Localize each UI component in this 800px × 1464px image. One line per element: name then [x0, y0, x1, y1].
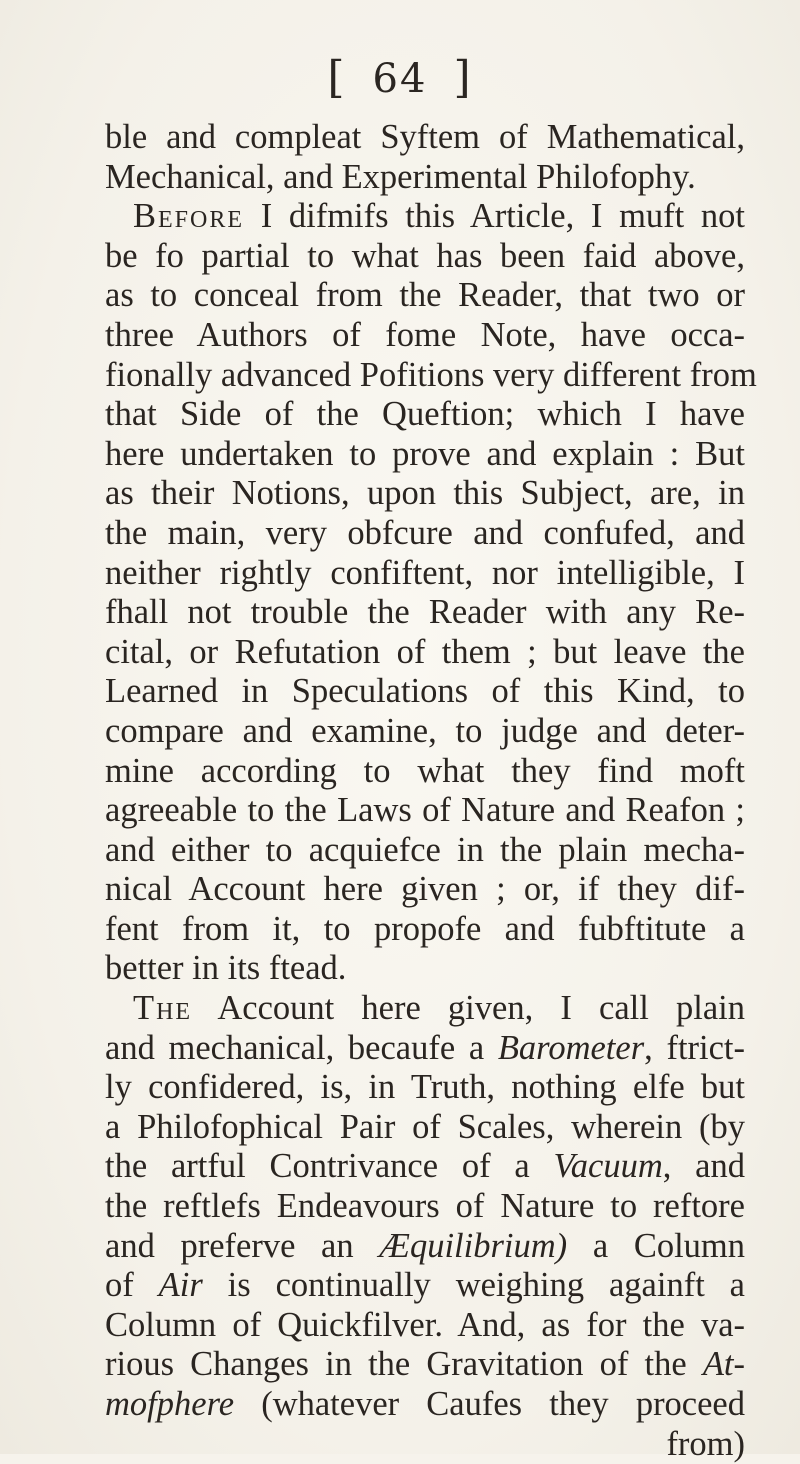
text-line	[105, 435, 745, 475]
text-line	[105, 752, 745, 792]
text-run: ble and compleat Syftem of Mathematical,	[105, 118, 745, 156]
text-run: a Column	[567, 1226, 745, 1265]
text-line	[105, 514, 745, 554]
paragraph-lead-word: Before	[133, 197, 245, 236]
text-line	[105, 1385, 745, 1425]
text-line	[105, 554, 745, 594]
text-line	[105, 276, 745, 316]
text-line	[105, 1029, 745, 1069]
bracket-open: [	[327, 52, 347, 103]
text-line	[105, 158, 745, 198]
text-line	[105, 474, 745, 514]
text-line	[105, 1108, 745, 1148]
text-run: and preferve an	[105, 1226, 380, 1265]
text-run: the main, very obfcure and confufed, and	[105, 513, 745, 552]
text-run: , ftrict-	[644, 1028, 745, 1067]
italic-term: Air	[158, 1266, 203, 1305]
text-line	[105, 1425, 745, 1464]
text-run: fionally advanced Pofitions very different from	[105, 355, 757, 394]
text-run: fent from it, to propofe and fubftitute a	[105, 909, 745, 948]
text-line	[105, 316, 745, 356]
text-line	[105, 791, 745, 831]
text-run: and either to acquiefce in the plain mecha-	[105, 830, 745, 869]
text-line	[105, 910, 745, 950]
text-line	[105, 593, 745, 633]
text-run: rious Changes in the Gravitation of the	[105, 1345, 703, 1384]
text-run: I difmifs this Article, I muft not	[244, 197, 745, 236]
text-line	[105, 1266, 745, 1306]
text-run: (whatever Caufes they proceed	[234, 1385, 745, 1423]
text-line	[105, 870, 745, 910]
text-run: neither rightly confiftent, nor intelligible, I	[105, 553, 745, 592]
page-header	[0, 52, 800, 103]
text-run: Column of Quickfilver. And, as for the va-	[105, 1305, 745, 1344]
italic-term: At-	[702, 1345, 745, 1384]
text-run: fhall not trouble the Reader with any Re-	[105, 593, 745, 632]
text-line	[105, 395, 745, 435]
text-line	[105, 949, 745, 989]
text-line	[105, 197, 745, 237]
page-number: 64	[372, 56, 428, 102]
paragraph-lead-word: The	[133, 989, 193, 1028]
text-run: as their Notions, upon this Subject, are, in	[105, 474, 745, 513]
italic-term: Barometer	[497, 1028, 645, 1067]
text-line	[105, 712, 745, 752]
text-run: nical Account here given ; or, if they dif-	[105, 870, 745, 909]
text-run: a Philofophical Pair of Scales, wherein (by	[105, 1107, 745, 1146]
text-run: here undertaken to prove and explain : But	[105, 434, 745, 473]
text-line	[105, 1187, 745, 1227]
text-run: cital, or Refutation of them ; but leave the	[105, 632, 745, 671]
text-run: three Authors of fome Note, have occa-	[105, 315, 745, 354]
italic-term: Æquilibrium)	[379, 1226, 568, 1265]
text-run: ly confidered, is, in Truth, nothing elfe but	[105, 1068, 745, 1107]
text-run: as to conceal from the Reader, that two or	[105, 276, 745, 315]
text-line	[105, 672, 745, 712]
text-line	[105, 633, 745, 673]
text-run: that Side of the Queftion; which I have	[105, 395, 745, 434]
text-line	[105, 1345, 745, 1385]
text-line	[105, 831, 745, 871]
text-line	[105, 1068, 745, 1108]
text-run: Account here given, I call plain	[192, 989, 745, 1028]
italic-term: Vacuum	[553, 1147, 663, 1186]
text-line	[105, 1306, 745, 1346]
text-run: is continually weighing againft a	[202, 1266, 745, 1305]
text-run: the artful Contrivance of a	[105, 1147, 554, 1186]
text-run: Mechanical, and Experimental Philofophy.	[105, 157, 696, 196]
text-run: and mechanical, becaufe a	[105, 1028, 498, 1067]
italic-term: mofphere	[105, 1385, 235, 1423]
text-run: be fo partial to what has been faid above,	[105, 236, 745, 275]
text-run: Learned in Speculations of this Kind, to	[105, 672, 745, 711]
text-run: of	[105, 1266, 159, 1305]
text-run: agreeable to the Laws of Nature and Reafon ;	[105, 791, 745, 830]
text-run: from)	[666, 1424, 745, 1463]
text-run: the reftlefs Endeavours of Nature to reftore	[105, 1187, 745, 1226]
text-run: , and	[662, 1147, 745, 1186]
bracket-close: ]	[453, 52, 473, 103]
text-run: better in its ftead.	[105, 949, 347, 988]
body-text	[105, 118, 757, 1464]
text-line	[105, 118, 745, 158]
text-line	[105, 237, 745, 277]
text-line	[105, 989, 745, 1029]
text-line	[105, 1147, 745, 1187]
text-run: mine according to what they find moft	[105, 751, 745, 790]
text-run: compare and examine, to judge and deter-	[105, 711, 745, 750]
text-line	[105, 1227, 745, 1267]
text-line	[105, 355, 757, 396]
